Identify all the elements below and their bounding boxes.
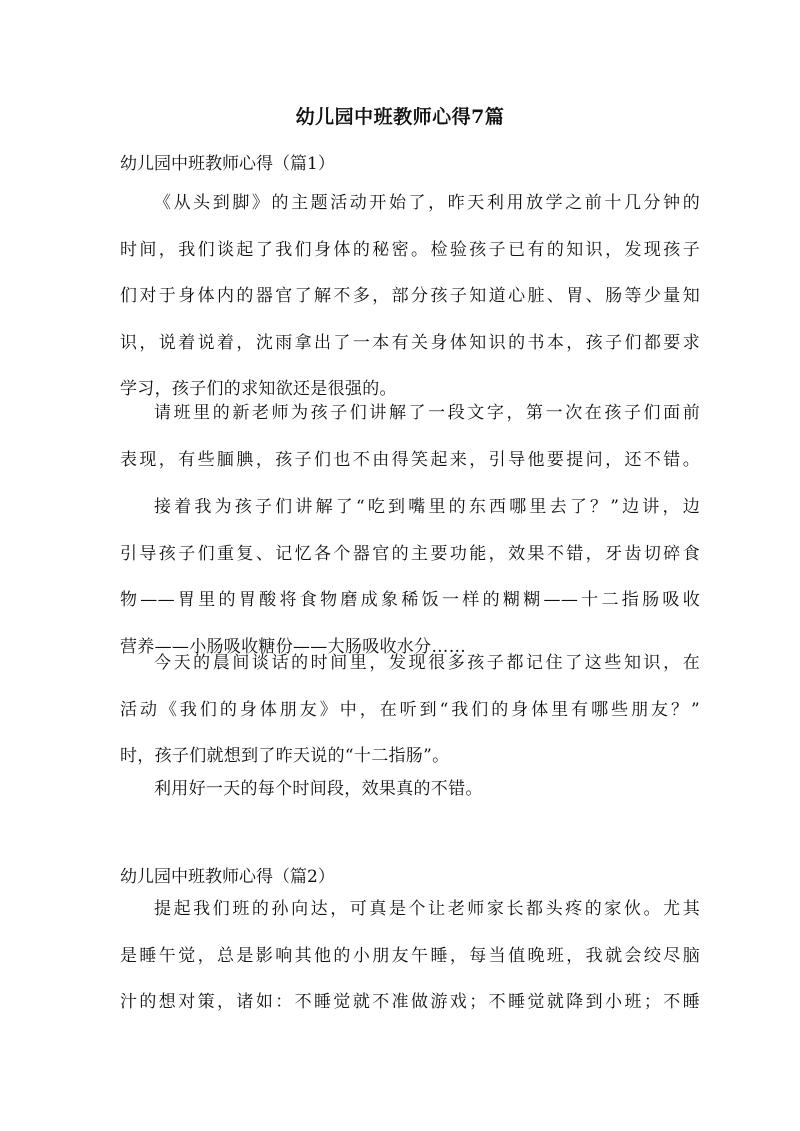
paragraph-line: 《从头到脚》的主题活动开始了，昨天利用放学之前十几分钟的 [154,193,700,213]
paragraph-line: 请班里的新老师为孩子们讲解了一段文字，第一次在孩子们面前 [154,403,700,423]
paragraph-line: 物——胃里的胃酸将食物磨成象稀饭一样的糊糊——十二指肠吸收 [120,590,700,610]
section-heading-1: 幼儿园中班教师心得（篇1） [120,154,335,174]
paragraph-line: 时间，我们谈起了我们身体的秘密。检验孩子已有的知识，发现孩子 [120,239,700,260]
paragraph-line: 接着我为孩子们讲解了“吃到嘴里的东西哪里去了？”边讲，边 [154,497,700,517]
paragraph-line: 是睡午觉，总是影响其他的小朋友午睡，每当值晚班，我就会绞尽脑 [120,945,700,966]
paragraph-line: 识，说着说着，沈雨拿出了一本有关身体知识的书本，孩子们都要求 [120,332,700,353]
paragraph-line: 提起我们班的孙向达，可真是个让老师家长都头疼的家伙。尤其 [154,899,700,919]
section-heading-2: 幼儿园中班教师心得（篇2） [120,867,335,887]
paragraph-line: 今天的晨间谈话的时间里，发现很多孩子都记住了这些知识，在 [154,653,700,673]
paragraph-line: 们对于身体内的器官了解不多，部分孩子知道心脏、胃、肠等少量知 [120,286,700,306]
paragraph-line: 活动《我们的身体朋友》中，在听到“我们的身体里有哪些朋友？” [120,699,700,720]
paragraph [120,886,700,1026]
paragraph-line: 引导孩子们重复、记忆各个器官的主要功能，效果不错，牙齿切碎食 [120,543,700,564]
paragraph [120,180,700,413]
paragraph [120,640,700,780]
paragraph [120,766,700,813]
paragraph-line: 营养——小肠吸收糖份——大肠吸收水分…… [120,636,466,657]
paragraph-line: 时，孩子们就想到了昨天说的“十二指肠”。 [120,746,450,766]
paragraph-line: 利用好一天的每个时间段，效果真的不错。 [154,779,483,799]
document-title: 幼儿园中班教师心得7篇 [295,106,505,128]
paragraph [120,390,700,483]
paragraph-line: 汁的想对策，诸如：不睡觉就不准做游戏；不睡觉就降到小班；不睡 [120,992,700,1012]
paragraph-line: 表现，有些腼腆，孩子们也不由得笑起来，引导他要提问，还不错。 [120,449,700,470]
paragraph-line: 学习，孩子们的求知欲还是很强的。 [120,379,397,399]
